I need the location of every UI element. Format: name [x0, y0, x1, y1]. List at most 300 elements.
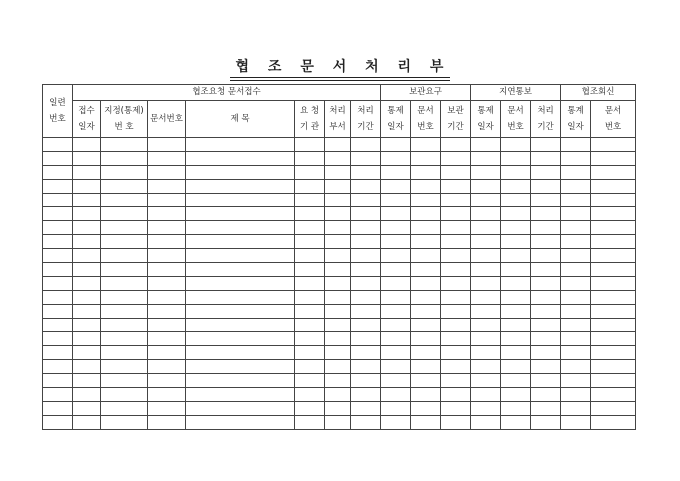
entry-cell[interactable]	[325, 388, 351, 402]
entry-cell[interactable]	[325, 290, 351, 304]
entry-cell[interactable]	[591, 388, 636, 402]
entry-cell[interactable]	[101, 263, 148, 277]
entry-cell[interactable]	[325, 374, 351, 388]
entry-cell[interactable]	[471, 249, 501, 263]
entry-cell[interactable]	[148, 332, 186, 346]
entry-cell[interactable]	[411, 415, 441, 429]
entry-cell[interactable]	[148, 151, 186, 165]
entry-cell[interactable]	[381, 193, 411, 207]
entry-cell[interactable]	[351, 415, 381, 429]
entry-cell[interactable]	[561, 235, 591, 249]
entry-cell[interactable]	[501, 388, 531, 402]
entry-cell[interactable]	[101, 318, 148, 332]
entry-cell[interactable]	[186, 276, 295, 290]
entry-cell[interactable]	[531, 179, 561, 193]
entry-cell[interactable]	[186, 401, 295, 415]
entry-cell[interactable]	[561, 249, 591, 263]
entry-cell[interactable]	[295, 138, 325, 152]
entry-cell[interactable]	[441, 304, 471, 318]
entry-cell[interactable]	[351, 179, 381, 193]
entry-cell[interactable]	[471, 207, 501, 221]
entry-cell[interactable]	[325, 235, 351, 249]
entry-cell[interactable]	[43, 207, 73, 221]
entry-cell[interactable]	[531, 360, 561, 374]
entry-cell[interactable]	[501, 235, 531, 249]
entry-cell[interactable]	[561, 165, 591, 179]
entry-cell[interactable]	[73, 151, 101, 165]
entry-cell[interactable]	[561, 207, 591, 221]
entry-cell[interactable]	[591, 235, 636, 249]
entry-cell[interactable]	[73, 249, 101, 263]
entry-cell[interactable]	[43, 401, 73, 415]
entry-cell[interactable]	[43, 415, 73, 429]
entry-cell[interactable]	[471, 193, 501, 207]
entry-cell[interactable]	[561, 138, 591, 152]
entry-cell[interactable]	[43, 193, 73, 207]
entry-cell[interactable]	[186, 415, 295, 429]
entry-cell[interactable]	[561, 151, 591, 165]
entry-cell[interactable]	[381, 318, 411, 332]
entry-cell[interactable]	[531, 346, 561, 360]
entry-cell[interactable]	[441, 221, 471, 235]
entry-cell[interactable]	[561, 318, 591, 332]
entry-cell[interactable]	[351, 290, 381, 304]
entry-cell[interactable]	[591, 193, 636, 207]
entry-cell[interactable]	[441, 165, 471, 179]
entry-cell[interactable]	[148, 346, 186, 360]
entry-cell[interactable]	[43, 179, 73, 193]
entry-cell[interactable]	[411, 318, 441, 332]
entry-cell[interactable]	[148, 249, 186, 263]
entry-cell[interactable]	[501, 165, 531, 179]
entry-cell[interactable]	[501, 249, 531, 263]
entry-cell[interactable]	[531, 276, 561, 290]
entry-cell[interactable]	[101, 151, 148, 165]
entry-cell[interactable]	[43, 165, 73, 179]
entry-cell[interactable]	[186, 332, 295, 346]
entry-cell[interactable]	[411, 138, 441, 152]
entry-cell[interactable]	[381, 165, 411, 179]
entry-cell[interactable]	[101, 207, 148, 221]
entry-cell[interactable]	[411, 388, 441, 402]
entry-cell[interactable]	[591, 207, 636, 221]
entry-cell[interactable]	[101, 138, 148, 152]
entry-cell[interactable]	[43, 235, 73, 249]
entry-cell[interactable]	[441, 290, 471, 304]
entry-cell[interactable]	[351, 332, 381, 346]
entry-cell[interactable]	[351, 221, 381, 235]
entry-cell[interactable]	[591, 332, 636, 346]
entry-cell[interactable]	[325, 151, 351, 165]
entry-cell[interactable]	[501, 360, 531, 374]
entry-cell[interactable]	[148, 290, 186, 304]
entry-cell[interactable]	[101, 249, 148, 263]
entry-cell[interactable]	[411, 304, 441, 318]
entry-cell[interactable]	[411, 374, 441, 388]
entry-cell[interactable]	[148, 415, 186, 429]
entry-cell[interactable]	[591, 151, 636, 165]
entry-cell[interactable]	[295, 207, 325, 221]
entry-cell[interactable]	[501, 193, 531, 207]
entry-cell[interactable]	[73, 235, 101, 249]
entry-cell[interactable]	[101, 415, 148, 429]
entry-cell[interactable]	[325, 221, 351, 235]
entry-cell[interactable]	[148, 401, 186, 415]
entry-cell[interactable]	[351, 151, 381, 165]
entry-cell[interactable]	[186, 179, 295, 193]
entry-cell[interactable]	[411, 207, 441, 221]
entry-cell[interactable]	[186, 138, 295, 152]
entry-cell[interactable]	[73, 138, 101, 152]
entry-cell[interactable]	[101, 235, 148, 249]
entry-cell[interactable]	[101, 360, 148, 374]
entry-cell[interactable]	[73, 179, 101, 193]
entry-cell[interactable]	[351, 165, 381, 179]
entry-cell[interactable]	[73, 360, 101, 374]
entry-cell[interactable]	[471, 221, 501, 235]
entry-cell[interactable]	[531, 263, 561, 277]
entry-cell[interactable]	[411, 401, 441, 415]
entry-cell[interactable]	[43, 332, 73, 346]
entry-cell[interactable]	[351, 263, 381, 277]
entry-cell[interactable]	[73, 276, 101, 290]
entry-cell[interactable]	[325, 415, 351, 429]
entry-cell[interactable]	[381, 332, 411, 346]
entry-cell[interactable]	[411, 221, 441, 235]
entry-cell[interactable]	[43, 360, 73, 374]
entry-cell[interactable]	[411, 249, 441, 263]
entry-cell[interactable]	[471, 276, 501, 290]
entry-cell[interactable]	[351, 318, 381, 332]
entry-cell[interactable]	[295, 151, 325, 165]
entry-cell[interactable]	[295, 415, 325, 429]
entry-cell[interactable]	[441, 151, 471, 165]
entry-cell[interactable]	[351, 207, 381, 221]
entry-cell[interactable]	[501, 401, 531, 415]
entry-cell[interactable]	[186, 388, 295, 402]
entry-cell[interactable]	[295, 193, 325, 207]
entry-cell[interactable]	[441, 374, 471, 388]
entry-cell[interactable]	[471, 151, 501, 165]
entry-cell[interactable]	[381, 138, 411, 152]
entry-cell[interactable]	[295, 249, 325, 263]
entry-cell[interactable]	[325, 332, 351, 346]
entry-cell[interactable]	[43, 388, 73, 402]
entry-cell[interactable]	[411, 235, 441, 249]
entry-cell[interactable]	[411, 179, 441, 193]
entry-cell[interactable]	[73, 193, 101, 207]
entry-cell[interactable]	[325, 318, 351, 332]
entry-cell[interactable]	[295, 304, 325, 318]
entry-cell[interactable]	[101, 374, 148, 388]
entry-cell[interactable]	[381, 304, 411, 318]
entry-cell[interactable]	[501, 221, 531, 235]
entry-cell[interactable]	[411, 276, 441, 290]
entry-cell[interactable]	[441, 138, 471, 152]
entry-cell[interactable]	[501, 151, 531, 165]
entry-cell[interactable]	[471, 401, 501, 415]
entry-cell[interactable]	[325, 401, 351, 415]
entry-cell[interactable]	[43, 151, 73, 165]
entry-cell[interactable]	[101, 304, 148, 318]
entry-cell[interactable]	[561, 263, 591, 277]
entry-cell[interactable]	[101, 401, 148, 415]
entry-cell[interactable]	[411, 360, 441, 374]
entry-cell[interactable]	[101, 290, 148, 304]
entry-cell[interactable]	[295, 263, 325, 277]
entry-cell[interactable]	[325, 249, 351, 263]
entry-cell[interactable]	[73, 290, 101, 304]
entry-cell[interactable]	[325, 165, 351, 179]
entry-cell[interactable]	[501, 374, 531, 388]
entry-cell[interactable]	[351, 138, 381, 152]
entry-cell[interactable]	[591, 415, 636, 429]
entry-cell[interactable]	[591, 249, 636, 263]
entry-cell[interactable]	[441, 235, 471, 249]
entry-cell[interactable]	[101, 221, 148, 235]
entry-cell[interactable]	[325, 207, 351, 221]
entry-cell[interactable]	[325, 179, 351, 193]
entry-cell[interactable]	[501, 138, 531, 152]
entry-cell[interactable]	[148, 360, 186, 374]
entry-cell[interactable]	[441, 332, 471, 346]
entry-cell[interactable]	[148, 304, 186, 318]
entry-cell[interactable]	[561, 360, 591, 374]
entry-cell[interactable]	[295, 401, 325, 415]
entry-cell[interactable]	[501, 346, 531, 360]
entry-cell[interactable]	[325, 346, 351, 360]
entry-cell[interactable]	[73, 263, 101, 277]
entry-cell[interactable]	[381, 151, 411, 165]
entry-cell[interactable]	[531, 151, 561, 165]
entry-cell[interactable]	[471, 290, 501, 304]
entry-cell[interactable]	[561, 276, 591, 290]
entry-cell[interactable]	[325, 193, 351, 207]
entry-cell[interactable]	[43, 374, 73, 388]
entry-cell[interactable]	[561, 179, 591, 193]
entry-cell[interactable]	[531, 165, 561, 179]
entry-cell[interactable]	[148, 263, 186, 277]
entry-cell[interactable]	[43, 276, 73, 290]
entry-cell[interactable]	[441, 193, 471, 207]
entry-cell[interactable]	[351, 249, 381, 263]
entry-cell[interactable]	[531, 290, 561, 304]
entry-cell[interactable]	[561, 415, 591, 429]
entry-cell[interactable]	[471, 346, 501, 360]
entry-cell[interactable]	[471, 263, 501, 277]
entry-cell[interactable]	[351, 304, 381, 318]
entry-cell[interactable]	[471, 179, 501, 193]
entry-cell[interactable]	[73, 388, 101, 402]
entry-cell[interactable]	[531, 304, 561, 318]
entry-cell[interactable]	[351, 374, 381, 388]
entry-cell[interactable]	[561, 401, 591, 415]
entry-cell[interactable]	[441, 276, 471, 290]
entry-cell[interactable]	[43, 318, 73, 332]
entry-cell[interactable]	[531, 401, 561, 415]
entry-cell[interactable]	[531, 207, 561, 221]
entry-cell[interactable]	[531, 138, 561, 152]
entry-cell[interactable]	[295, 360, 325, 374]
entry-cell[interactable]	[351, 360, 381, 374]
entry-cell[interactable]	[186, 360, 295, 374]
entry-cell[interactable]	[73, 304, 101, 318]
entry-cell[interactable]	[295, 318, 325, 332]
entry-cell[interactable]	[501, 263, 531, 277]
entry-cell[interactable]	[351, 276, 381, 290]
entry-cell[interactable]	[591, 318, 636, 332]
entry-cell[interactable]	[325, 263, 351, 277]
entry-cell[interactable]	[295, 235, 325, 249]
entry-cell[interactable]	[561, 290, 591, 304]
entry-cell[interactable]	[531, 249, 561, 263]
entry-cell[interactable]	[186, 249, 295, 263]
entry-cell[interactable]	[148, 179, 186, 193]
entry-cell[interactable]	[295, 276, 325, 290]
entry-cell[interactable]	[101, 346, 148, 360]
entry-cell[interactable]	[561, 304, 591, 318]
entry-cell[interactable]	[186, 221, 295, 235]
entry-cell[interactable]	[101, 179, 148, 193]
entry-cell[interactable]	[441, 401, 471, 415]
entry-cell[interactable]	[591, 179, 636, 193]
entry-cell[interactable]	[441, 249, 471, 263]
entry-cell[interactable]	[101, 388, 148, 402]
entry-cell[interactable]	[186, 304, 295, 318]
entry-cell[interactable]	[411, 263, 441, 277]
entry-cell[interactable]	[381, 249, 411, 263]
entry-cell[interactable]	[43, 263, 73, 277]
entry-cell[interactable]	[471, 318, 501, 332]
entry-cell[interactable]	[101, 193, 148, 207]
entry-cell[interactable]	[43, 221, 73, 235]
entry-cell[interactable]	[501, 179, 531, 193]
entry-cell[interactable]	[471, 388, 501, 402]
entry-cell[interactable]	[381, 179, 411, 193]
entry-cell[interactable]	[43, 249, 73, 263]
entry-cell[interactable]	[148, 276, 186, 290]
entry-cell[interactable]	[441, 388, 471, 402]
entry-cell[interactable]	[471, 360, 501, 374]
entry-cell[interactable]	[471, 138, 501, 152]
entry-cell[interactable]	[351, 193, 381, 207]
entry-cell[interactable]	[501, 290, 531, 304]
entry-cell[interactable]	[501, 276, 531, 290]
entry-cell[interactable]	[186, 374, 295, 388]
entry-cell[interactable]	[411, 151, 441, 165]
entry-cell[interactable]	[441, 318, 471, 332]
entry-cell[interactable]	[101, 165, 148, 179]
entry-cell[interactable]	[148, 207, 186, 221]
entry-cell[interactable]	[73, 332, 101, 346]
entry-cell[interactable]	[101, 276, 148, 290]
entry-cell[interactable]	[561, 374, 591, 388]
entry-cell[interactable]	[351, 235, 381, 249]
entry-cell[interactable]	[381, 207, 411, 221]
entry-cell[interactable]	[531, 332, 561, 346]
entry-cell[interactable]	[441, 360, 471, 374]
entry-cell[interactable]	[531, 235, 561, 249]
entry-cell[interactable]	[441, 346, 471, 360]
entry-cell[interactable]	[186, 151, 295, 165]
entry-cell[interactable]	[295, 179, 325, 193]
entry-cell[interactable]	[381, 401, 411, 415]
entry-cell[interactable]	[325, 360, 351, 374]
entry-cell[interactable]	[531, 415, 561, 429]
entry-cell[interactable]	[295, 290, 325, 304]
entry-cell[interactable]	[186, 290, 295, 304]
entry-cell[interactable]	[43, 138, 73, 152]
entry-cell[interactable]	[73, 318, 101, 332]
entry-cell[interactable]	[441, 179, 471, 193]
entry-cell[interactable]	[43, 304, 73, 318]
entry-cell[interactable]	[381, 290, 411, 304]
entry-cell[interactable]	[148, 193, 186, 207]
entry-cell[interactable]	[186, 165, 295, 179]
entry-cell[interactable]	[295, 221, 325, 235]
entry-cell[interactable]	[501, 415, 531, 429]
entry-cell[interactable]	[148, 388, 186, 402]
entry-cell[interactable]	[73, 346, 101, 360]
entry-cell[interactable]	[186, 263, 295, 277]
entry-cell[interactable]	[186, 193, 295, 207]
entry-cell[interactable]	[531, 374, 561, 388]
entry-cell[interactable]	[381, 374, 411, 388]
entry-cell[interactable]	[531, 388, 561, 402]
entry-cell[interactable]	[43, 346, 73, 360]
entry-cell[interactable]	[186, 318, 295, 332]
entry-cell[interactable]	[148, 138, 186, 152]
entry-cell[interactable]	[73, 401, 101, 415]
entry-cell[interactable]	[441, 415, 471, 429]
entry-cell[interactable]	[381, 388, 411, 402]
entry-cell[interactable]	[411, 193, 441, 207]
entry-cell[interactable]	[441, 263, 471, 277]
entry-cell[interactable]	[381, 276, 411, 290]
entry-cell[interactable]	[325, 138, 351, 152]
entry-cell[interactable]	[295, 346, 325, 360]
entry-cell[interactable]	[351, 401, 381, 415]
entry-cell[interactable]	[381, 235, 411, 249]
entry-cell[interactable]	[148, 221, 186, 235]
entry-cell[interactable]	[148, 165, 186, 179]
entry-cell[interactable]	[295, 388, 325, 402]
entry-cell[interactable]	[591, 276, 636, 290]
entry-cell[interactable]	[591, 263, 636, 277]
entry-cell[interactable]	[381, 346, 411, 360]
entry-cell[interactable]	[561, 388, 591, 402]
entry-cell[interactable]	[295, 165, 325, 179]
entry-cell[interactable]	[411, 346, 441, 360]
entry-cell[interactable]	[591, 401, 636, 415]
entry-cell[interactable]	[295, 332, 325, 346]
entry-cell[interactable]	[73, 207, 101, 221]
entry-cell[interactable]	[381, 415, 411, 429]
entry-cell[interactable]	[148, 374, 186, 388]
entry-cell[interactable]	[351, 388, 381, 402]
entry-cell[interactable]	[325, 276, 351, 290]
entry-cell[interactable]	[186, 235, 295, 249]
entry-cell[interactable]	[501, 304, 531, 318]
entry-cell[interactable]	[591, 304, 636, 318]
entry-cell[interactable]	[471, 304, 501, 318]
entry-cell[interactable]	[531, 193, 561, 207]
entry-cell[interactable]	[411, 332, 441, 346]
entry-cell[interactable]	[73, 374, 101, 388]
entry-cell[interactable]	[148, 235, 186, 249]
entry-cell[interactable]	[471, 332, 501, 346]
entry-cell[interactable]	[591, 138, 636, 152]
